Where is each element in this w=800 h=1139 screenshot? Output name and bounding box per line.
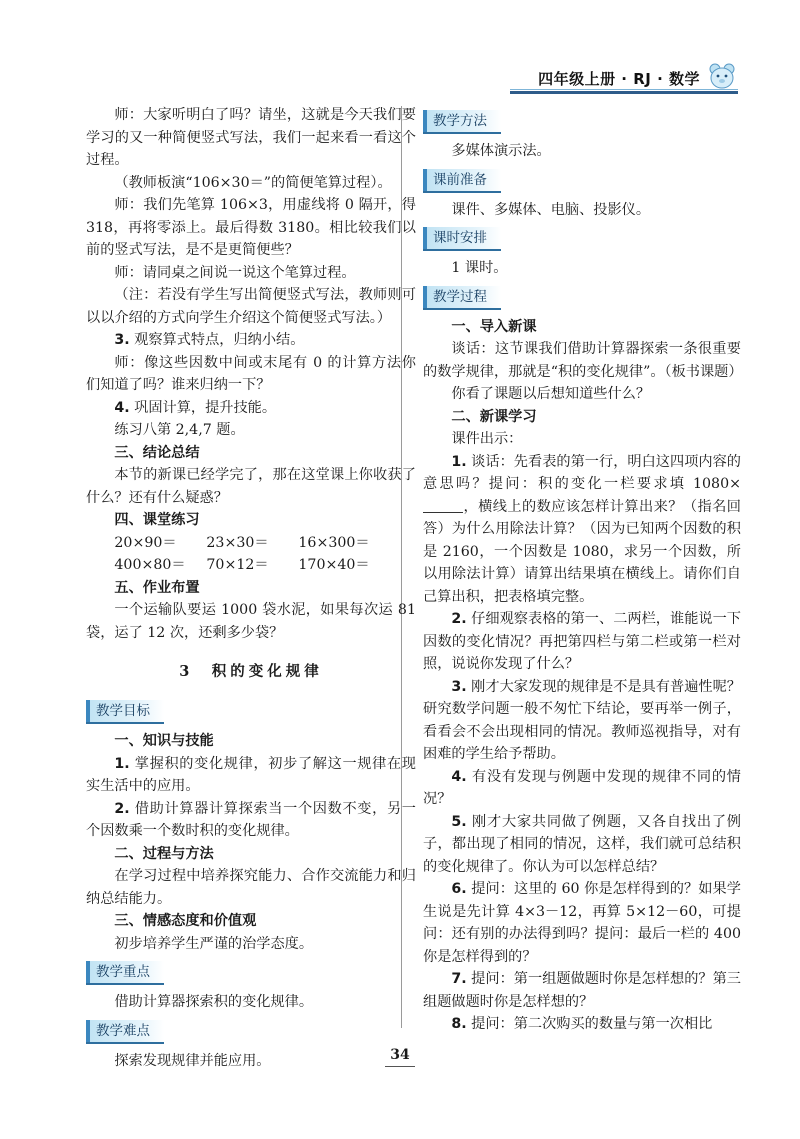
- paragraph-text: 有没有发现与例题中发现的规律不同的情况？: [423, 768, 741, 807]
- paragraph: 谈话：这节课我们借助计算器探索一条很重要的数学规律，那就是“积的变化规律”。（板书课题）: [423, 341, 743, 380]
- paragraph: 一个运输队要运 1000 袋水泥，如果每次运 81 袋，运了 12 次，还剩多少袋？: [86, 602, 416, 641]
- paragraph-text: 刚才大家发现的规律是不是具有普遍性呢？研究数学问题一般不匆忙下结论，要再举一例子，看看会不会出现相同的情况。教师巡视指导，对有困难的学生给予帮助。: [423, 678, 741, 762]
- paragraph-text: 巩固计算，提升技能。: [129, 399, 277, 416]
- numbered-paragraph: [423, 878, 741, 968]
- paragraph: 本节的新课已经学完了，那在这堂课上你收获了什么？还有什么疑惑？: [86, 467, 416, 506]
- paragraph: 探索发现规律并能应用。: [114, 1052, 271, 1069]
- numbered-paragraph: [423, 608, 741, 676]
- numbered-paragraph: [423, 766, 741, 811]
- item-number: 6.: [451, 881, 467, 897]
- practice-item: 16×300＝: [298, 534, 370, 551]
- fill-blank-line: [423, 498, 463, 513]
- paragraph: 多媒体演示法。: [451, 143, 551, 159]
- paragraph: 师：请同桌之间说一说这个笔算过程。: [114, 264, 356, 281]
- chapter-title: 3 积的变化规律: [179, 663, 323, 680]
- paragraph: 课件、多媒体、电脑、投影仪。: [451, 201, 651, 218]
- bear-mascot-icon: [706, 60, 738, 90]
- page-number-underline: [385, 1066, 415, 1067]
- practice-row: [86, 554, 416, 577]
- item-number: 3.: [114, 332, 130, 348]
- paragraph: 师：大家听明白了吗？请坐，这就是今天我们要学习的又一种简便竖式写法，我们一起来看一看这个过程。: [86, 107, 416, 168]
- practice-item: 70×12＝: [206, 557, 269, 573]
- paragraph: （注：若没有学生写出简便竖式写法，教师则可以以介绍的方式向学生介绍这个简便竖式写法。）: [86, 287, 416, 326]
- section-heading: 三、情感态度和价值观: [114, 913, 257, 929]
- numbered-paragraph: [86, 753, 416, 798]
- right-column: [423, 104, 741, 1036]
- paragraph-text: 观察算式特点，归纳小结。: [129, 332, 305, 348]
- numbered-paragraph: [423, 811, 741, 879]
- section-heading: 二、过程与方法: [114, 845, 214, 862]
- header-rule: [510, 91, 738, 94]
- paragraph: 师：像这些因数中间或末尾有 0 的计算方法你们知道了吗？谁来归纳一下？: [86, 354, 416, 393]
- item-number: 2.: [114, 800, 130, 817]
- paragraph-text: ，横线上的数应该怎样计算出来？（指名回答）为什么用除法计算？（因为已知两个因数的积是 2160，一个因数是 1080，求另一个因数，所以用除法计算）请算出结果填在横线上。请你们自己算出积，把表格填完整。: [423, 498, 741, 605]
- paragraph: （教师板演“106×30＝”的简便笔算过程）。: [114, 174, 392, 191]
- numbered-paragraph: [423, 968, 741, 1013]
- item-number: 4.: [451, 768, 467, 785]
- item-number: 1.: [114, 755, 130, 772]
- paragraph-text: 提问：第一组题做题时你是怎样想的？第三组题做题时你是怎样想的？: [423, 971, 741, 1010]
- practice-item: 400×80＝: [114, 557, 186, 573]
- item-number: 4.: [114, 399, 130, 416]
- paragraph-text: 谈话：先看表的第一行，明白这四项内容的意思吗？提问：积的变化一栏要求填 1080×: [423, 453, 741, 492]
- item-number: 8.: [451, 1016, 467, 1032]
- label-teaching-process: 教学过程: [423, 286, 501, 310]
- paragraph: 初步培养学生严谨的治学态度。: [114, 935, 314, 952]
- section-heading: 一、知识与技能: [114, 733, 214, 749]
- paragraph-text: 借助计算器计算探索当一个因数不变，另一个因数乘一个数时积的变化规律。: [86, 800, 416, 839]
- paragraph-text: 仔细观察表格的第一、二两栏，谁能说一下因数的变化情况？再把第四栏与第二栏或第一栏对照，说说你发现了什么？: [423, 611, 741, 672]
- left-column: [86, 104, 416, 1072]
- label-preparation: 课前准备: [423, 169, 501, 193]
- label-key-points: 教学重点: [86, 961, 164, 985]
- section-heading: 四、课堂练习: [114, 512, 200, 528]
- item-number: 3.: [451, 678, 467, 695]
- section-heading: 五、作业布置: [114, 579, 200, 596]
- numbered-paragraph: [86, 798, 416, 843]
- item-number: 7.: [451, 971, 467, 987]
- numbered-paragraph: [423, 1013, 741, 1036]
- numbered-paragraph: [86, 397, 416, 420]
- label-teaching-method: 教学方法: [423, 110, 501, 134]
- paragraph: 练习八第 2,4,7 题。: [114, 422, 245, 438]
- numbered-paragraph: [423, 451, 741, 609]
- item-number: 2.: [451, 611, 467, 627]
- page-header: [510, 66, 738, 92]
- practice-item: 23×30＝: [206, 534, 269, 551]
- paragraph-text: 掌握积的变化规律，初步了解这一规律在现实生活中的应用。: [86, 755, 416, 794]
- paragraph-text: 提问：第二次购买的数量与第一次相比: [466, 1016, 713, 1032]
- page-number: 34: [390, 1047, 410, 1063]
- label-time: 课时安排: [423, 227, 501, 251]
- section-heading: 二、新课学习: [451, 408, 537, 425]
- paragraph: 课件出示：: [451, 431, 523, 447]
- section-heading: 三、结论总结: [114, 444, 200, 461]
- paragraph: 1 课时。: [451, 260, 508, 276]
- numbered-paragraph: [423, 676, 741, 766]
- paragraph: 借助计算器探索积的变化规律。: [114, 994, 314, 1010]
- practice-row: [86, 532, 416, 555]
- label-teaching-goals: 教学目标: [86, 700, 164, 724]
- label-difficult-points: 教学难点: [86, 1020, 164, 1044]
- paragraph-text: 提问：这里的 60 你是怎样得到的？如果学生说是先计算 4×3－12，再算 5×12－60，可提问：还有别的办法得到吗？提问：最后一栏的 400 你是怎样得到的？: [423, 881, 741, 965]
- paragraph: 在学习过程中培养探究能力、合作交流能力和归纳总结能力。: [86, 868, 416, 907]
- item-number: 1.: [451, 453, 467, 470]
- book-title: 四年级上册 · RJ · 数学: [538, 70, 700, 88]
- item-number: 5.: [451, 813, 467, 830]
- paragraph: 师：我们先笔算 106×3，用虚线将 0 隔开，得 318，再将零添上。最后得数 3180。相比较我们以前的竖式写法，是不是更简便些？: [86, 197, 416, 258]
- practice-item: 170×40＝: [298, 557, 370, 573]
- paragraph-text: 刚才大家共同做了例题，又各自找出了例子，都出现了相同的情况，这样，我们就可总结积的变化规律了。你认为可以怎样总结？: [423, 813, 741, 875]
- section-heading: 一、导入新课: [451, 318, 537, 335]
- paragraph: 你看了课题以后想知道些什么？: [451, 386, 651, 402]
- practice-item: 20×90＝: [114, 534, 177, 551]
- header-rule-thin: [510, 89, 738, 90]
- numbered-paragraph: [86, 329, 416, 352]
